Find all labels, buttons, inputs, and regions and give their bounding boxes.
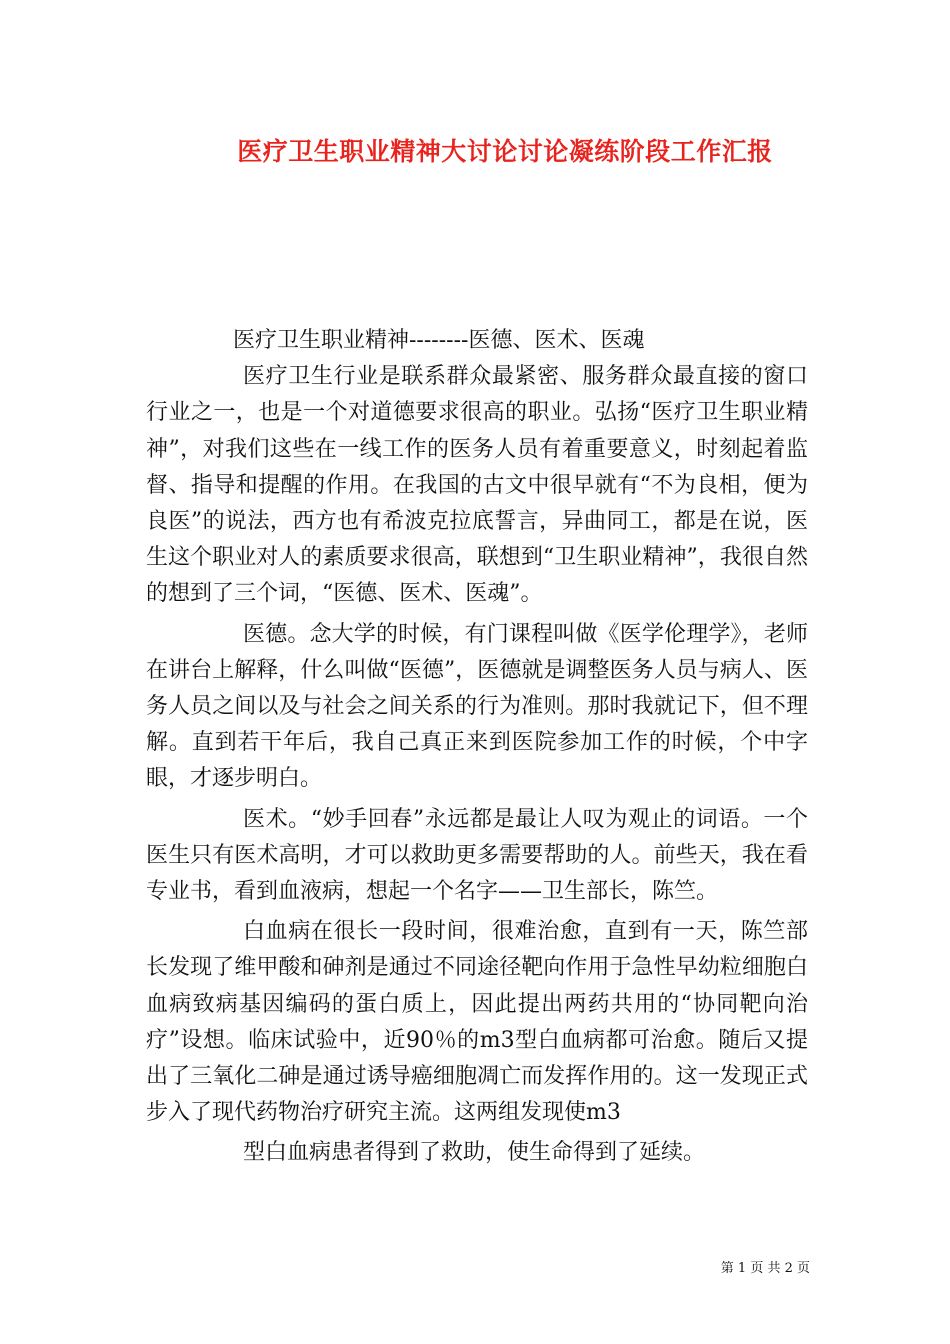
document-title: 医疗卫生职业精神大讨论讨论凝练阶段工作汇报 [237,137,773,166]
paragraph-leukemia: 白血病在很长一段时间，很难治愈，直到有一天，陈竺部长发现了维甲酸和砷剂是通过不同途径靶向作用于急性早幼粒细胞白血病致病基因编码的蛋白质上，因此提出两药共用的“协同靶向治疗”设想。临床试验中，近90％的m3型白血病都可治愈。随后又提出了三氧化二砷是通过诱导癌细胞凋亡而发挥作用的。这一发现正式步入了现代药物治疗研究主流。这两组发现使m3 [146,919,808,1126]
paragraph-medical-skill: 医术。“妙手回春”永远都是最让人叹为观止的词语。一个医生只有医术高明，才可以救助更多需要帮助的人。前些天，我在看专业书，看到血液病，想起一个名字——卫生部长，陈竺。 [146,806,808,905]
paragraph-intro: 医疗卫生行业是联系群众最紧密、服务群众最直接的窗口行业之一，也是一个对道德要求很高的职业。弘扬“医疗卫生职业精神”，对我们这些在一线工作的医务人员有着重要意义，时刻起着监督、指导和提醒的作用。在我国的古文中很早就有“不为良相，便为良医”的说法，西方也有希波克拉底誓言，异曲同工，都是在说，医生这个职业对人的素质要求很高，联想到“卫生职业精神”，我很自然的想到了三个词，“医德、医术、医魂”。 [146,364,808,607]
paragraph-leukemia-continued: 型白血病患者得到了救助，使生命得到了延续。 [243,1140,706,1166]
document-subtitle: 医疗卫生职业精神--------医德、医术、医魂 [233,328,645,353]
paragraph-medical-ethics: 医德。念大学的时候，有门课程叫做《医学伦理学》，老师在讲台上解释，什么叫做“医德”，医德就是调整医务人员与病人、医务人员之间以及与社会之间关系的行为准则。那时我就记下，但不理解。直到若干年后，我自己真正来到医院参加工作的时候，个中字眼，才逐步明白。 [146,621,808,792]
document-body [146,323,808,1172]
page-number-footer: 第 1 页 共 2 页 [720,1261,810,1276]
